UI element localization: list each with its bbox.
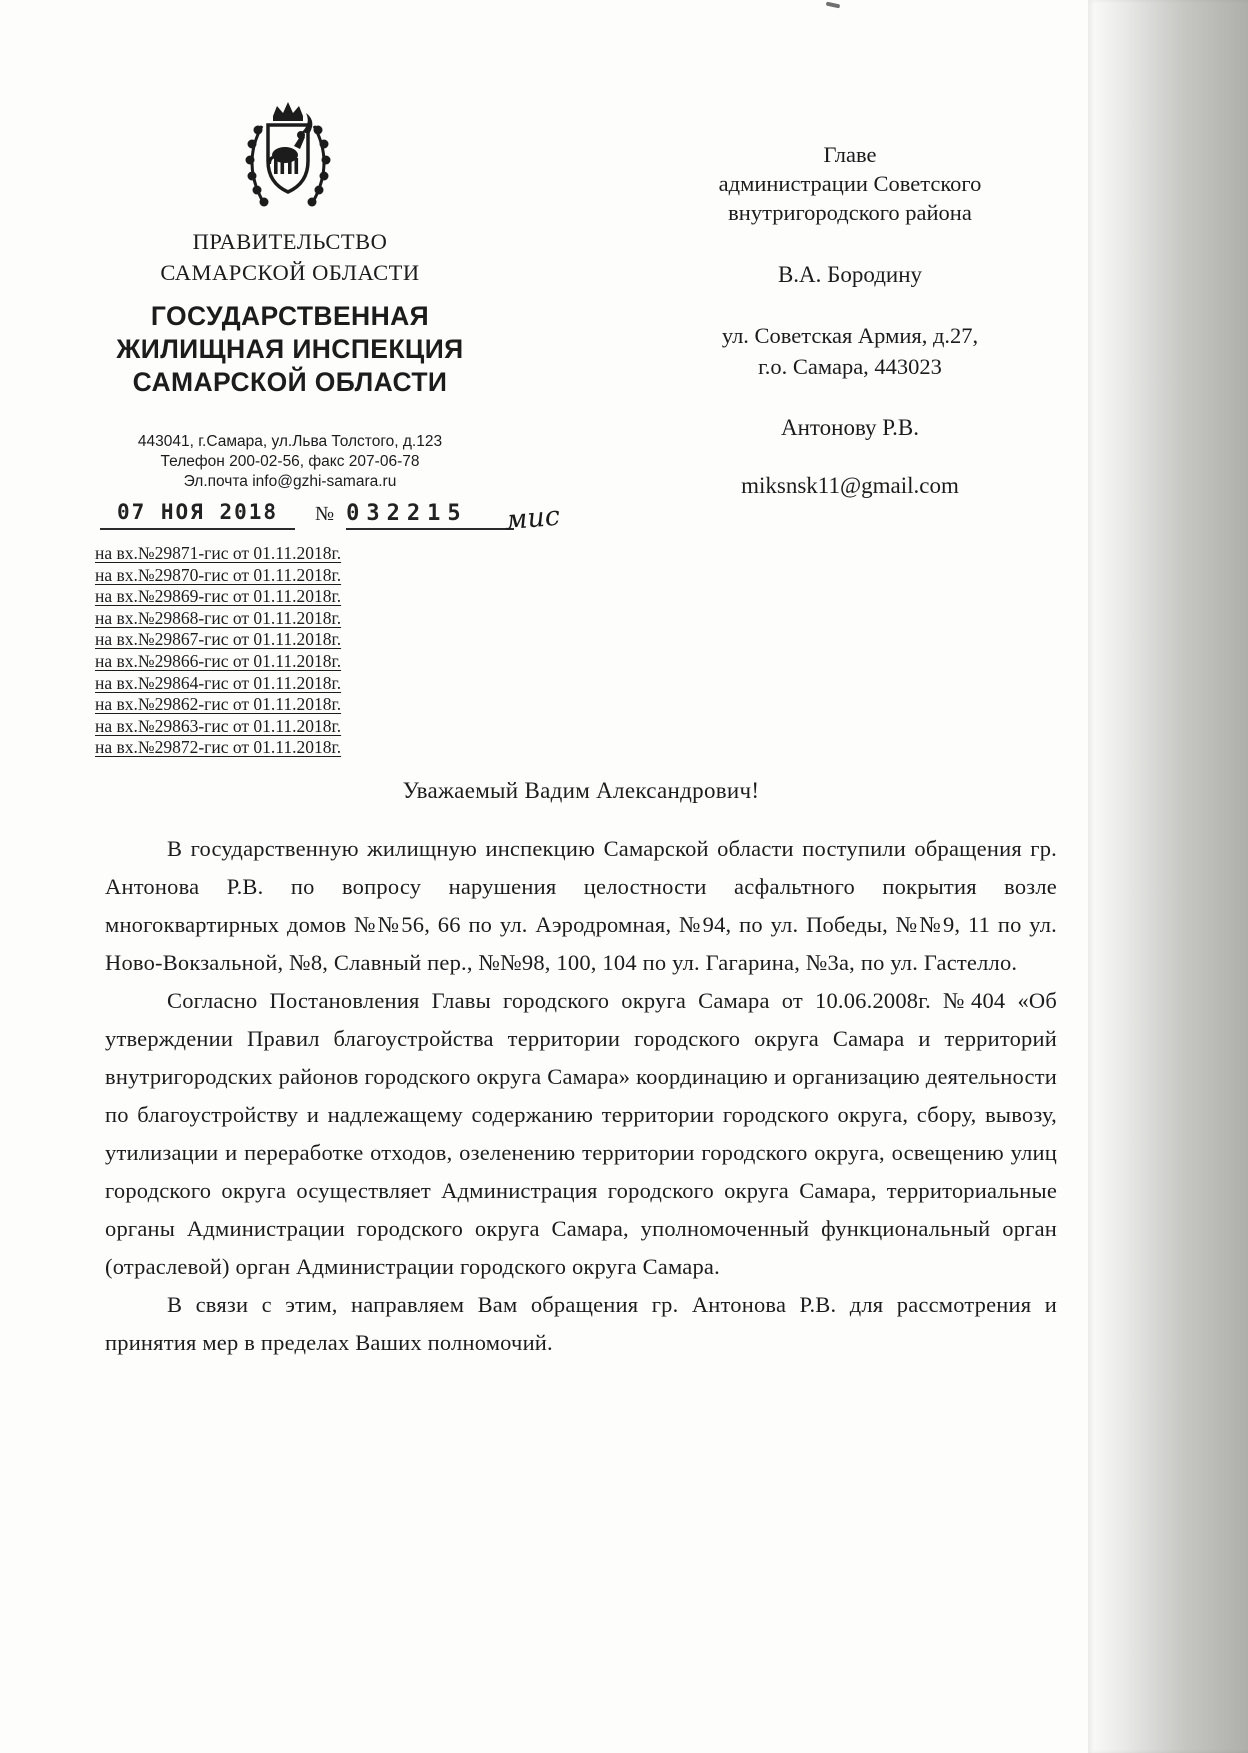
sender-address: 443041, г.Самара, ул.Льва Толстого, д.123 <box>137 433 443 450</box>
second-addressee-name: Антонову Р.В. <box>780 415 920 440</box>
registration-line <box>100 500 570 537</box>
date-stamp: 07 НОЯ 2018 <box>100 500 295 530</box>
recipient-name: В.А. Бородину <box>777 262 923 287</box>
recipient-address-line: ул. Советская Армия, д.27, <box>721 323 979 348</box>
reference-line: на вх.№29872-гис от 01.11.2018г. <box>95 737 342 758</box>
recipient-block <box>610 140 1090 500</box>
reference-list <box>95 543 341 759</box>
recipient-title-line: администрации Советского <box>718 171 982 196</box>
number-label: № <box>315 503 335 525</box>
government-title <box>95 226 485 288</box>
sender-contacts <box>95 432 485 492</box>
recipient-title-line: Главе <box>823 142 877 167</box>
document-number: 032215 <box>346 501 468 526</box>
scan-artifact-mark <box>826 2 841 9</box>
reference-line: на вх.№29863-гис от 01.11.2018г. <box>95 715 342 736</box>
government-line: САМАРСКОЙ ОБЛАСТИ <box>160 260 420 285</box>
organization-line: ЖИЛИЩНАЯ ИНСПЕКЦИЯ <box>116 334 464 364</box>
recipient-email: miksnsk11@gmail.com <box>741 473 959 498</box>
salutation: Уважаемый Вадим Александрович! <box>402 778 760 803</box>
reference-line: на вх.№29864-гис от 01.11.2018г. <box>95 672 342 693</box>
body-paragraph: В связи с этим, направляем Вам обращения гр. Антонова Р.В. для рассмотрения и принятия мер в пределах Ваших полномочий. <box>105 1292 1057 1355</box>
recipient-address <box>610 320 1090 382</box>
recipient-title-line: внутригородского района <box>728 200 972 225</box>
reference-line: на вх.№29867-гис от 01.11.2018г. <box>95 629 342 650</box>
reference-line: на вх.№29869-гис от 01.11.2018г. <box>95 586 342 607</box>
samara-coat-of-arms-icon <box>228 98 348 226</box>
handwritten-suffix: мис <box>503 500 562 537</box>
reference-line: на вх.№29870-гис от 01.11.2018г. <box>95 564 342 585</box>
letter-body <box>105 830 1057 1362</box>
reference-line: на вх.№29871-гис от 01.11.2018г. <box>95 543 342 563</box>
reference-line: на вх.№29862-гис от 01.11.2018г. <box>95 694 342 715</box>
organization-title <box>80 300 500 399</box>
government-line: ПРАВИТЕЛЬСТВО <box>192 229 388 254</box>
body-paragraph: Согласно Постановления Главы городского округа Самара от 10.06.2008г. №404 «Об утверждении Правил благоустройства территории городского округа Самара и территорий внутригородских районов городского округа Самара» координацию и организацию деятельности по благоустройству и надлежащему содержанию территории городского округа, сбору, вывозу, утилизации и переработке отходов, озеленению территории городского округа, освещению улиц городского округа осуществляет Администрация городского округа Самара, территориальные органы Администрации городского округа Самара, уполномоченный функциональный орган (отраслевой) орган Администрации городского округа Самара. <box>105 988 1057 1279</box>
organization-line: САМАРСКОЙ ОБЛАСТИ <box>132 367 448 397</box>
sender-phone-fax: Телефон 200-02-56, факс 207-06-78 <box>160 453 420 470</box>
reference-line: на вх.№29868-гис от 01.11.2018г. <box>95 607 342 628</box>
organization-line: ГОСУДАРСТВЕННАЯ <box>150 301 430 331</box>
body-paragraph: В государственную жилищную инспекцию Самарской области поступили обращения гр. Антонова Р.В. по вопросу нарушения целостности асфальтного покрытия возле многоквартирных домов №№56, 66 по ул. Аэродромная, №94, по ул. Победы, №№9, 11 по ул. Ново-Вокзальной, №8, Славный пер., №№98, 100, 104 по ул. Гагарина, №3а, по ул. Гастелло. <box>105 836 1057 975</box>
scan-edge-band <box>1088 0 1248 1753</box>
reference-line: на вх.№29866-гис от 01.11.2018г. <box>95 650 342 671</box>
sender-email: Эл.почта info@gzhi-samara.ru <box>183 473 397 490</box>
recipient-address-line: г.о. Самара, 443023 <box>758 354 942 379</box>
document-number-field <box>346 500 562 537</box>
